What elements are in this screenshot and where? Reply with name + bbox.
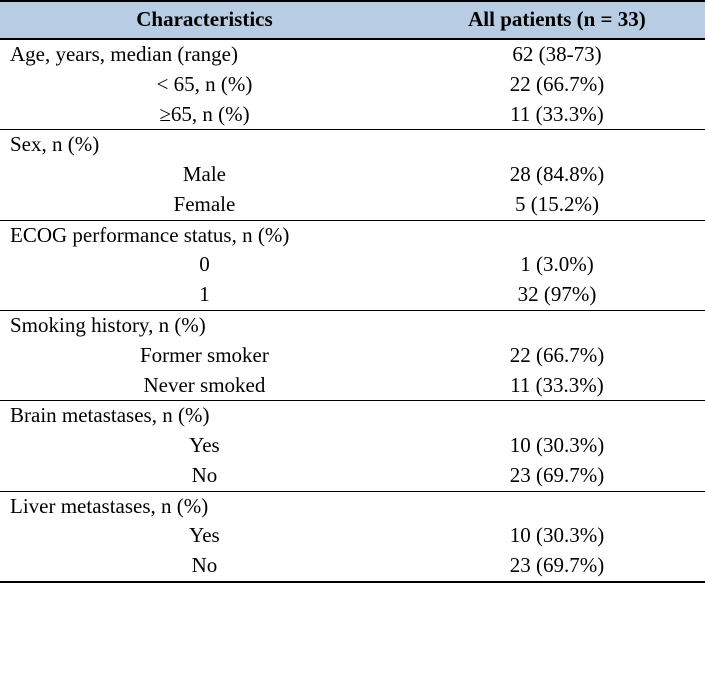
- table-row: [0, 220, 705, 250]
- row-value: [409, 310, 705, 340]
- row-value: 28 (84.8%): [509, 162, 605, 187]
- table-row: [0, 401, 705, 431]
- table-header-row: [0, 1, 705, 39]
- row-value: 11 (33.3%): [510, 101, 604, 126]
- row-label: Former smoker: [139, 342, 269, 367]
- table-row: [0, 551, 705, 582]
- row-value: 23 (69.7%): [409, 551, 705, 582]
- table-row: [0, 100, 705, 130]
- table-row: [0, 491, 705, 521]
- column-header-all-patients: All patients (n = 33): [409, 1, 705, 39]
- table-row: [0, 431, 705, 461]
- row-label: Never smoked: [143, 372, 266, 397]
- table-row: [0, 70, 705, 100]
- row-value: [409, 220, 705, 250]
- row-value: 11 (33.3%): [510, 372, 604, 397]
- table-row: [0, 310, 705, 340]
- row-value: 22 (66.7%): [509, 342, 605, 367]
- table-row: [0, 521, 705, 551]
- row-label: Liver metastases, n (%): [0, 491, 409, 521]
- row-label: Sex, n (%): [0, 130, 409, 160]
- column-header-characteristics: Characteristics: [0, 1, 409, 39]
- row-label: Male: [182, 162, 227, 187]
- table-row: [0, 130, 705, 160]
- row-label: Age, years, median (range): [0, 39, 409, 70]
- table-row: [0, 461, 705, 491]
- row-value: [409, 491, 705, 521]
- row-value: [409, 401, 705, 431]
- row-label: 1: [199, 282, 210, 307]
- row-label: 0: [199, 252, 210, 277]
- table-row: [0, 371, 705, 401]
- row-label: Female: [173, 191, 236, 216]
- row-value: 62 (38-73): [409, 39, 705, 70]
- table-row: [0, 280, 705, 310]
- table-row: [0, 39, 705, 70]
- row-label: Yes: [189, 433, 220, 458]
- row-value: [409, 130, 705, 160]
- row-value: 5 (15.2%): [514, 191, 599, 216]
- table-row: [0, 250, 705, 280]
- row-value: 22 (66.7%): [509, 71, 605, 96]
- row-value: 10 (30.3%): [509, 433, 605, 458]
- row-label: < 65, n (%): [156, 71, 253, 96]
- row-label: ≥65, n (%): [159, 101, 250, 126]
- row-label: Smoking history, n (%): [0, 310, 409, 340]
- row-label: No: [191, 462, 218, 487]
- row-label: ECOG performance status, n (%): [0, 220, 409, 250]
- table-row: [0, 160, 705, 190]
- table-header: [0, 1, 705, 39]
- row-value: 10 (30.3%): [509, 523, 605, 548]
- table-row: [0, 341, 705, 371]
- table-row: [0, 190, 705, 220]
- row-label: Brain metastases, n (%): [0, 401, 409, 431]
- row-label: Yes: [189, 523, 220, 548]
- row-value: 1 (3.0%): [520, 252, 594, 277]
- table-body: [0, 39, 705, 582]
- row-value: 32 (97%): [517, 282, 597, 307]
- row-value: 23 (69.7%): [509, 462, 605, 487]
- row-label: No: [0, 551, 409, 582]
